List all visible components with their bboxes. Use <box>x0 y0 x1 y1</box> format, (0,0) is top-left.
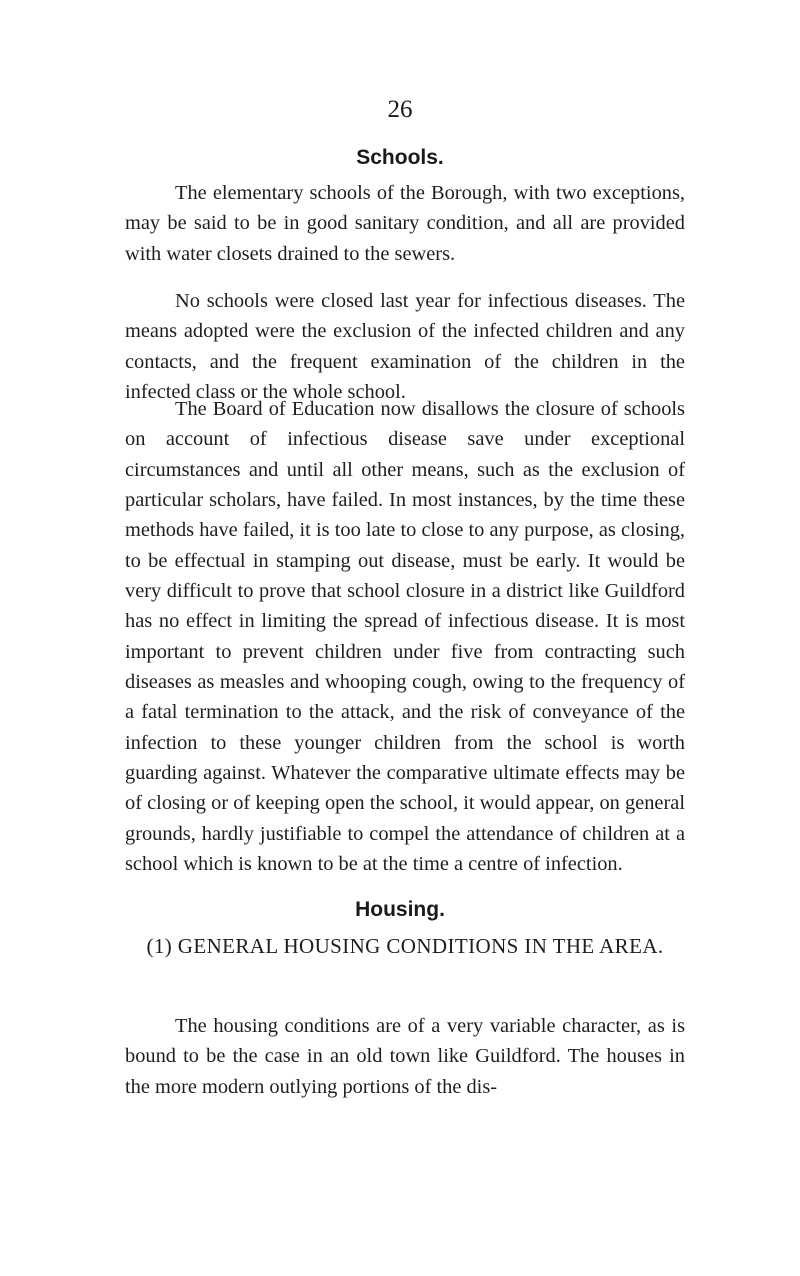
housing-subheading: (1) GENERAL HOUSING CONDITIONS IN THE AREA. <box>146 934 664 958</box>
schools-paragraph-1: The elementary schools of the Borough, with two exceptions, may be said to be in good sanitary condition, and all are provided with water closets drained to the sewers. <box>125 182 685 265</box>
schools-heading: Schools. <box>356 146 444 169</box>
housing-heading: Housing. <box>355 898 445 921</box>
schools-paragraph-2: No schools were closed last year for infectious diseases. The means adopted were the exclusion of the infected children and any contacts, and the frequent examination of the children in the infected class or the whole school. <box>125 290 685 404</box>
schools-paragraph-3: The Board of Education now disallows the closure of schools on account of infectious disease save under exceptional circumstances and until all other means, such as the exclusion of particular scholars, have failed. In most instances, by the time these methods have failed, it is too late to close to any purpose, as closing, to be effectual in stamping out disease, must be early. It would be very difficult to prove that school closure in a district like Guildford has no effect in limiting the spread of infectious disease. It is most important to prevent children under five from contracting such diseases as measles and whooping cough, owing to the frequency of a fatal termination to the attack, and the risk of conveyance of the infection to these younger children from the school is worth guarding against. Whatever the comparative ultimate effects may be of closing or of keeping open the school, it would appear, on general grounds, hardly justifiable to compel the attendance of children at a school which is known to be at the time a centre of infection. <box>125 398 685 876</box>
page-number: 26 <box>387 96 413 123</box>
housing-paragraph-1: The housing conditions are of a very variable character, as is bound to be the case in an old town like Guildford. The houses in the more modern outlying portions of the dis- <box>125 1015 685 1098</box>
